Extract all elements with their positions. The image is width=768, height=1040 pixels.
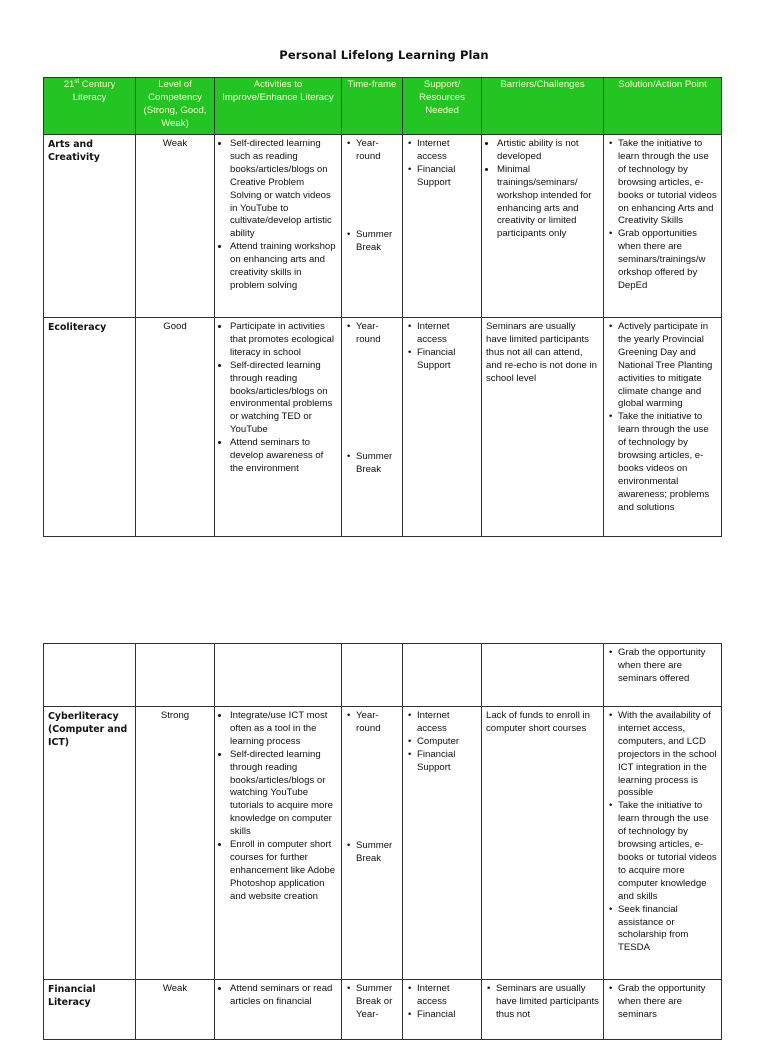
support-cell <box>403 980 482 1040</box>
learning-plan-table-continued <box>43 643 722 1040</box>
list-item: • Self-directed learning through reading books/articles/blogs or watching YouTube tutorials to acquire more knowledge on computer skills <box>230 749 337 839</box>
activities-cell <box>215 644 342 707</box>
list-item: • Summer Break or Year- <box>356 983 398 1022</box>
solution-cell <box>604 318 722 537</box>
list-item: • Year-round <box>356 321 398 347</box>
table-row <box>44 318 722 537</box>
list-item: • Self-directed learning through reading books/articles/blogs on environmental problems or watching TED or YouTube <box>230 360 337 437</box>
list-item: • Take the initiative to learn through the use of technology by browsing articles, e-books or tutorial videos on enhancing Arts and Creativity Skills <box>618 138 717 228</box>
literacy-cell: Financial Literacy <box>44 980 136 1040</box>
list-item: • Actively participate in the yearly Provincial Greening Day and National Tree Planting activities to mitigate climate change and global warming <box>618 321 717 411</box>
list-item: • Financial Support <box>417 164 477 190</box>
activities-cell <box>215 135 342 318</box>
header-row <box>44 78 722 135</box>
list-item: • Integrate/use ICT most often as a tool in the learning process <box>230 710 337 749</box>
barriers-cell <box>482 980 604 1040</box>
competency-cell: Weak <box>136 135 215 318</box>
list-item: • Participate in activities that promotes ecological literacy in school <box>230 321 337 360</box>
solution-cell <box>604 644 722 707</box>
activities-cell <box>215 318 342 537</box>
list-item: • Enroll in computer short courses for further enhancement like Adobe Photoshop application and website creation <box>230 839 337 904</box>
support-cell <box>403 644 482 707</box>
competency-cell: Weak <box>136 980 215 1040</box>
table-row <box>44 980 722 1040</box>
activities-cell <box>215 980 342 1040</box>
solution-cell <box>604 707 722 980</box>
barriers-cell: Lack of funds to enroll in computer short courses <box>482 707 604 980</box>
list-item: • Attend seminars or read articles on financial <box>230 983 337 1009</box>
list-item: • Internet access <box>417 710 477 736</box>
solution-cell <box>604 135 722 318</box>
list-item: • Internet access <box>417 138 477 164</box>
timeframe-cell <box>342 644 403 707</box>
list-item: • Year-round <box>356 138 398 164</box>
timeframe-cell <box>342 318 403 537</box>
literacy-cell: Arts and Creativity <box>44 135 136 318</box>
list-item: • Attend seminars to develop awareness of the environment <box>230 437 337 476</box>
list-item: • Attend training workshop on enhancing arts and creativity skills in problem solving <box>230 241 337 293</box>
competency-cell <box>136 644 215 707</box>
literacy-cell <box>44 644 136 707</box>
list-item: • Grab opportunities when there are seminars/trainings/w orkshop offered by DepEd <box>618 228 717 293</box>
barriers-cell: Seminars are usually have limited participants thus not all can attend, and re-echo is not done in school level <box>482 318 604 537</box>
list-item: • Seek financial assistance or scholarship from TESDA <box>618 904 717 956</box>
support-cell <box>403 707 482 980</box>
list-item: • With the availability of internet access, computers, and LCD projectors in the school ICT integration in the learning process is possible <box>618 710 717 800</box>
header-literacy: 21st Century Literacy <box>44 78 136 135</box>
list-item: • Computer <box>417 736 477 749</box>
list-item: • Summer Break <box>356 229 398 255</box>
barriers-cell <box>482 135 604 318</box>
timeframe-cell <box>342 135 403 318</box>
table-row <box>44 644 722 707</box>
literacy-cell: Ecoliteracy <box>44 318 136 537</box>
literacy-cell: Cyberliteracy (Computer and ICT) <box>44 707 136 980</box>
list-item: • Financial Support <box>417 347 477 373</box>
list-item: • Take the initiative to learn through the use of technology by browsing articles, e-books videos on environmental awareness; problems and solutions <box>618 411 717 514</box>
support-cell <box>403 135 482 318</box>
timeframe-cell <box>342 980 403 1040</box>
list-item: • Year-round <box>356 710 398 736</box>
list-item: • Financial Support <box>417 749 477 775</box>
table-row <box>44 707 722 980</box>
competency-cell: Good <box>136 318 215 537</box>
header-solution: Solution/Action Point <box>604 78 722 135</box>
list-item: • Minimal trainings/seminars/ workshop intended for enhancing arts and creativity or limited participants only <box>497 164 599 241</box>
list-item: • Self-directed learning such as reading books/articles/blogs on Creative Problem Solving or watch videos in YouTube to cultivate/develop artistic ability <box>230 138 337 241</box>
activities-cell <box>215 707 342 980</box>
list-item: • Summer Break <box>356 840 398 866</box>
header-support: Support/ Resources Needed <box>403 78 482 135</box>
list-item: • Artistic ability is not developed <box>497 138 599 164</box>
list-item: • Summer Break <box>356 451 398 477</box>
header-barriers: Barriers/Challenges <box>482 78 604 135</box>
header-activities: Activities to Improve/Enhance Literacy <box>215 78 342 135</box>
barriers-cell <box>482 644 604 707</box>
table-row <box>44 135 722 318</box>
list-item: • Financial <box>417 1009 477 1022</box>
list-item: • Internet access <box>417 983 477 1009</box>
timeframe-cell <box>342 707 403 980</box>
list-item: • Take the initiative to learn through the use of technology by browsing articles, e-books or tutorial videos to acquire more computer knowledge and skills <box>618 800 717 903</box>
list-item: • Grab the opportunity when there are seminars offered <box>618 647 717 686</box>
list-item: • Seminars are usually have limited participants thus not <box>496 983 599 1022</box>
support-cell <box>403 318 482 537</box>
learning-plan-table <box>43 77 722 537</box>
list-item: • Internet access <box>417 321 477 347</box>
page-title: Personal Lifelong Learning Plan <box>279 48 489 62</box>
header-timeframe: Time-frame <box>342 78 403 135</box>
solution-cell <box>604 980 722 1040</box>
header-competency: Level of Competency (Strong, Good, Weak) <box>136 78 215 135</box>
competency-cell: Strong <box>136 707 215 980</box>
list-item: • Grab the opportunity when there are seminars <box>618 983 717 1022</box>
